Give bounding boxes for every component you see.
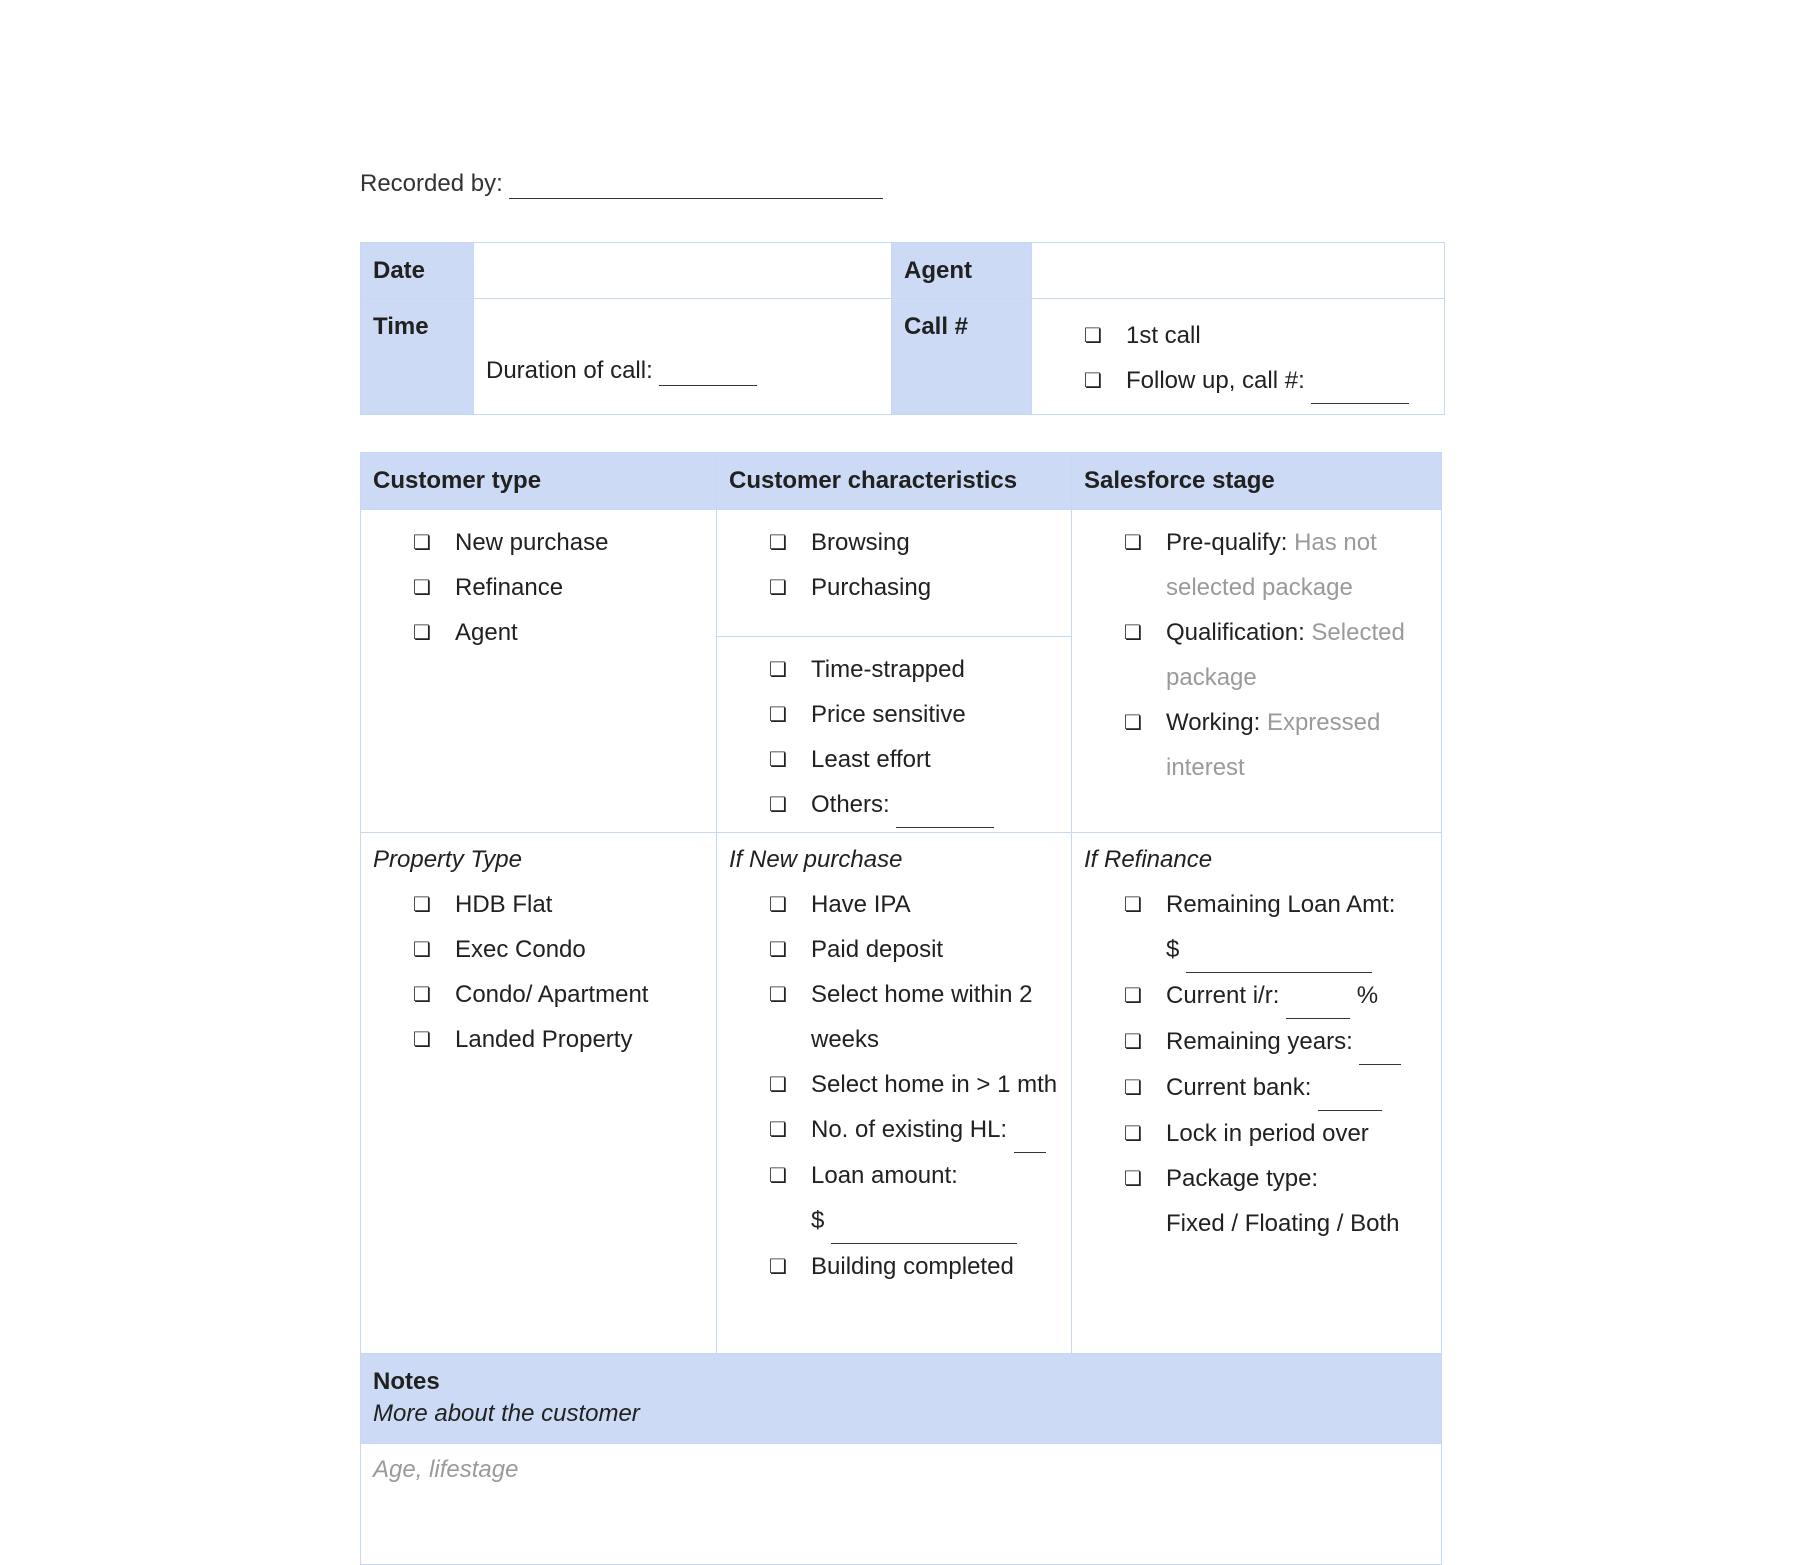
checkbox-select-home-2-weeks[interactable]: ❏ Select home within 2 weeks <box>769 972 1059 1062</box>
checkbox-lock-in[interactable]: ❏ Lock in period over <box>1124 1111 1429 1156</box>
customer-type-cell <box>361 510 717 833</box>
checkbox-current-ir[interactable] <box>1124 973 1429 1019</box>
checkbox-remaining-years[interactable] <box>1124 1019 1429 1065</box>
checkbox-least-effort[interactable]: ❏ Least effort <box>769 737 1059 782</box>
checkbox-hdb-flat[interactable]: ❏ HDB Flat <box>413 882 704 927</box>
current-ir-label: Current i/r: <box>1166 982 1280 1009</box>
refinance-title: If Refinance <box>1084 846 1213 873</box>
checkbox-select-home-1-mth[interactable]: ❏ Select home in > 1 mth <box>769 1062 1059 1107</box>
remaining-loan-line[interactable] <box>1186 927 1372 973</box>
duration-label: Duration of call: <box>486 357 653 384</box>
checkbox-purchasing[interactable]: ❏ Purchasing <box>769 565 1059 610</box>
checkbox-remaining-loan[interactable] <box>1124 882 1429 973</box>
customer-characteristics-cell <box>717 510 1072 833</box>
new-purchase-cell <box>717 833 1072 1354</box>
checkbox-first-call[interactable]: ❏ 1st call <box>1084 313 1432 358</box>
package-type-label: Package type: <box>1166 1165 1319 1192</box>
duration-row <box>486 357 879 386</box>
others-label: Others: <box>811 791 890 818</box>
checkbox-exec-condo[interactable]: ❏ Exec Condo <box>413 927 704 972</box>
checkbox-have-ipa[interactable]: ❏ Have IPA <box>769 882 1059 927</box>
existing-hl-line[interactable] <box>1014 1107 1046 1153</box>
call-number-field <box>1032 299 1445 415</box>
salesforce-stage-header: Salesforce stage <box>1072 453 1442 510</box>
notes-header <box>361 1354 1442 1444</box>
notes-subtitle: More about the customer <box>373 1400 640 1427</box>
characteristics-group-1 <box>729 520 1059 610</box>
property-type-cell <box>361 833 717 1354</box>
checkbox-working[interactable] <box>1124 700 1429 790</box>
recorded-by-row <box>360 170 883 199</box>
working-hint: Expressed interest <box>1166 709 1381 781</box>
property-type-options <box>373 882 704 1062</box>
remaining-years-line[interactable] <box>1359 1019 1401 1065</box>
remaining-years-label: Remaining years: <box>1166 1028 1353 1055</box>
percent-sign: % <box>1356 982 1379 1009</box>
checkbox-package-type[interactable] <box>1124 1156 1429 1246</box>
agent-label: Agent <box>892 243 1032 299</box>
duration-line[interactable] <box>659 357 757 386</box>
checkbox-browsing[interactable]: ❏ Browsing <box>769 520 1059 565</box>
agent-field[interactable] <box>1032 243 1445 299</box>
new-purchase-options <box>729 882 1059 1289</box>
time-field[interactable] <box>474 299 892 415</box>
checkbox-pre-qualify[interactable] <box>1124 520 1429 610</box>
checkbox-follow-up[interactable] <box>1084 358 1432 404</box>
notes-placeholder: Age, lifestage <box>373 1456 519 1483</box>
package-choices: Fixed / Floating / Both <box>1166 1210 1400 1237</box>
refinance-options <box>1084 882 1429 1246</box>
checkbox-loan-amount[interactable] <box>769 1153 1059 1244</box>
notes-title: Notes <box>373 1368 440 1395</box>
checkbox-new-purchase[interactable]: ❏ New purchase <box>413 520 704 565</box>
date-field[interactable] <box>474 243 892 299</box>
checkbox-agent[interactable]: ❏ Agent <box>413 610 704 655</box>
pre-qualify-hint: Has not selected package <box>1166 529 1377 601</box>
time-label: Time <box>361 299 474 415</box>
call-header-table <box>360 242 1445 415</box>
recorded-by-line[interactable] <box>509 170 883 199</box>
checkbox-paid-deposit[interactable]: ❏ Paid deposit <box>769 927 1059 972</box>
call-options <box>1044 313 1432 404</box>
checkbox-building-completed[interactable]: ❏ Building completed <box>769 1244 1059 1289</box>
current-bank-line[interactable] <box>1318 1065 1382 1111</box>
remaining-loan-currency: $ <box>1166 936 1180 963</box>
checkbox-qualification[interactable] <box>1124 610 1429 700</box>
working-label: Working: <box>1166 709 1261 736</box>
follow-up-line[interactable] <box>1311 358 1409 404</box>
checkbox-others[interactable] <box>769 782 1059 828</box>
characteristics-group-2 <box>729 647 1059 828</box>
others-line[interactable] <box>896 782 994 828</box>
loan-currency: $ <box>811 1207 825 1234</box>
new-purchase-title: If New purchase <box>729 846 903 873</box>
follow-up-label: Follow up, call #: <box>1126 367 1305 394</box>
customer-type-options <box>373 520 704 655</box>
date-label: Date <box>361 243 474 299</box>
salesforce-stage-options <box>1084 520 1429 790</box>
property-type-title: Property Type <box>373 846 522 873</box>
qualification-hint: Selected package <box>1166 619 1405 691</box>
existing-hl-label: No. of existing HL: <box>811 1116 1008 1143</box>
loan-amount-line[interactable] <box>831 1198 1017 1244</box>
customer-characteristics-header: Customer characteristics <box>717 453 1072 510</box>
checkbox-landed-property[interactable]: ❏ Landed Property <box>413 1017 704 1062</box>
checkbox-existing-hl[interactable] <box>769 1107 1059 1153</box>
checkbox-refinance[interactable]: ❏ Refinance <box>413 565 704 610</box>
checkbox-price-sensitive[interactable]: ❏ Price sensitive <box>769 692 1059 737</box>
notes-field[interactable] <box>361 1444 1442 1565</box>
current-bank-label: Current bank: <box>1166 1074 1312 1101</box>
customer-details-table <box>360 452 1442 1565</box>
pre-qualify-label: Pre-qualify: <box>1166 529 1288 556</box>
qualification-label: Qualification: <box>1166 619 1305 646</box>
recorded-by-label: Recorded by: <box>360 170 503 197</box>
salesforce-stage-cell <box>1072 510 1442 833</box>
current-ir-line[interactable] <box>1286 973 1350 1019</box>
refinance-cell <box>1072 833 1442 1354</box>
checkbox-condo-apartment[interactable]: ❏ Condo/ Apartment <box>413 972 704 1017</box>
customer-type-header: Customer type <box>361 453 717 510</box>
checkbox-time-strapped[interactable]: ❏ Time-strapped <box>769 647 1059 692</box>
remaining-loan-label: Remaining Loan Amt: <box>1166 891 1396 918</box>
call-number-label: Call # <box>892 299 1032 415</box>
checkbox-current-bank[interactable] <box>1124 1065 1429 1111</box>
loan-amount-label: Loan amount: <box>811 1162 958 1189</box>
characteristics-divider <box>717 636 1071 637</box>
